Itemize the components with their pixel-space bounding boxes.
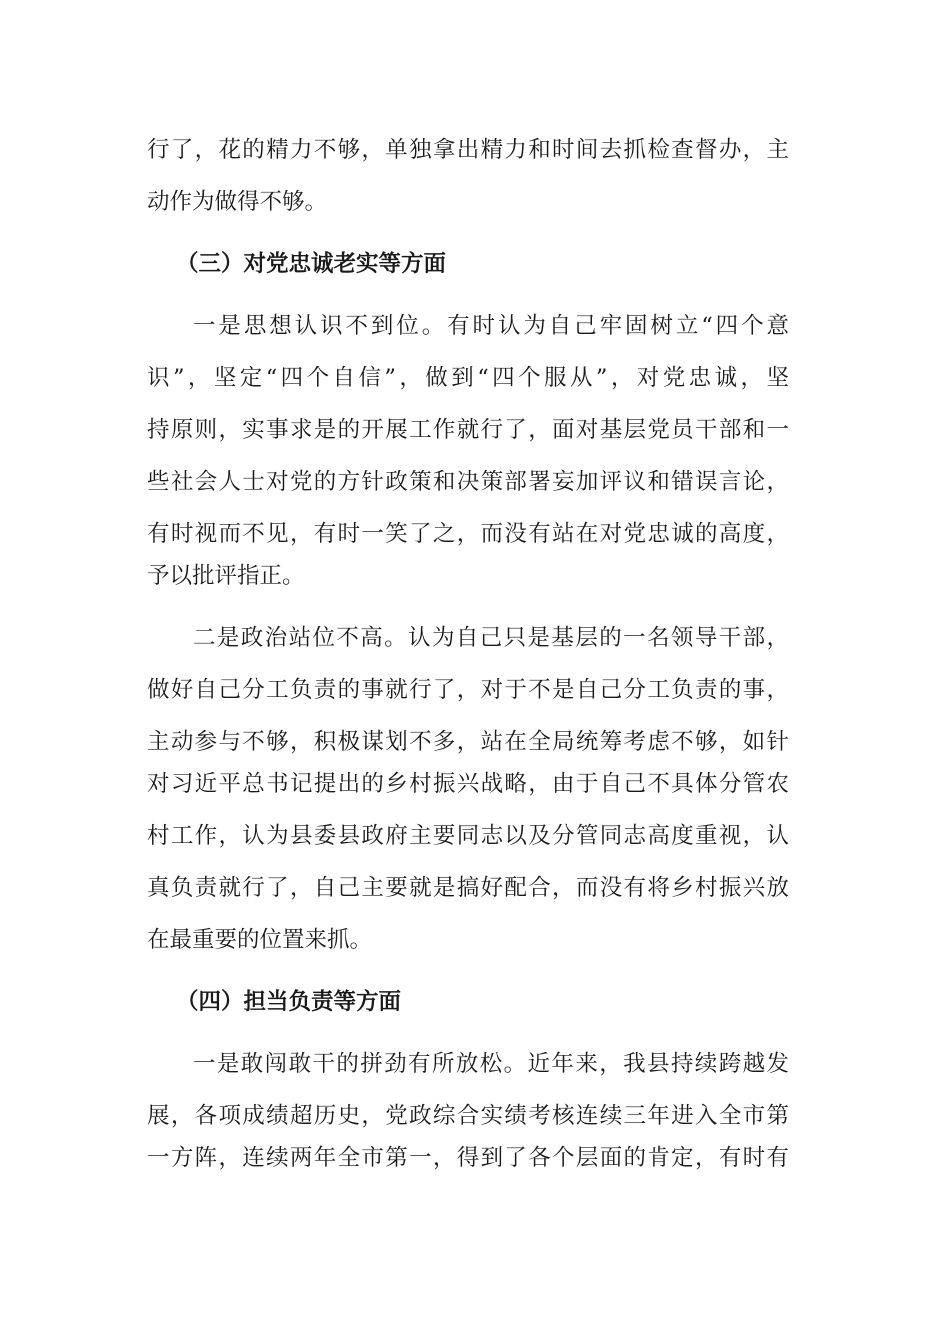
paragraph-line: 展，各项成绩超历史，党政综合实绩考核连续三年进入全市第 [147, 1103, 789, 1129]
paragraph-line: 在最重要的位置来抓。 [147, 927, 373, 953]
paragraph-line: 持原则，实事求是的开展工作就行了，面对基层党员干部和一 [147, 417, 789, 443]
paragraph-line: 一方阵，连续两年全市第一，得到了各个层面的肯定，有时有 [147, 1145, 789, 1171]
section-heading-three: （三）对党忠诚老实等方面 [176, 251, 447, 277]
paragraph-line: 对习近平总书记提出的乡村振兴战略，由于自己不具体分管农 [147, 771, 789, 797]
paragraph-line: 些社会人士对党的方针政策和决策部署妄加评议和错误言论， [147, 469, 789, 495]
paragraph-line: 二是政治站位不高。认为自己只是基层的一名领导干部， [193, 625, 789, 651]
paragraph-line: 真负责就行了，自己主要就是搞好配合，而没有将乡村振兴放 [147, 875, 789, 901]
paragraph-line: 村工作，认为县委县政府主要同志以及分管同志高度重视，认 [147, 823, 789, 849]
paragraph-line: 做好自己分工负责的事就行了，对于不是自己分工负责的事， [147, 677, 789, 703]
paragraph-line: 识”，坚定“四个自信”，做到“四个服从”，对党忠诚，坚 [147, 365, 789, 391]
paragraph-line: 动作为做得不够。 [147, 189, 328, 215]
paragraph-line: 行了，花的精力不够，单独拿出精力和时间去抓检查督办，主 [147, 137, 789, 163]
section-heading-four: （四）担当负责等方面 [176, 989, 402, 1015]
paragraph-line: 予以批评指正。 [147, 563, 305, 589]
paragraph-line: 主动参与不够，积极谋划不多，站在全局统筹考虑不够，如针 [147, 729, 789, 755]
paragraph-line: 有时视而不见，有时一笑了之，而没有站在对党忠诚的高度， [147, 521, 789, 547]
paragraph-line: 一是思想认识不到位。有时认为自己牢固树立“四个意 [193, 313, 789, 339]
paragraph-line: 一是敢闯敢干的拼劲有所放松。近年来，我县持续跨越发 [193, 1051, 789, 1077]
